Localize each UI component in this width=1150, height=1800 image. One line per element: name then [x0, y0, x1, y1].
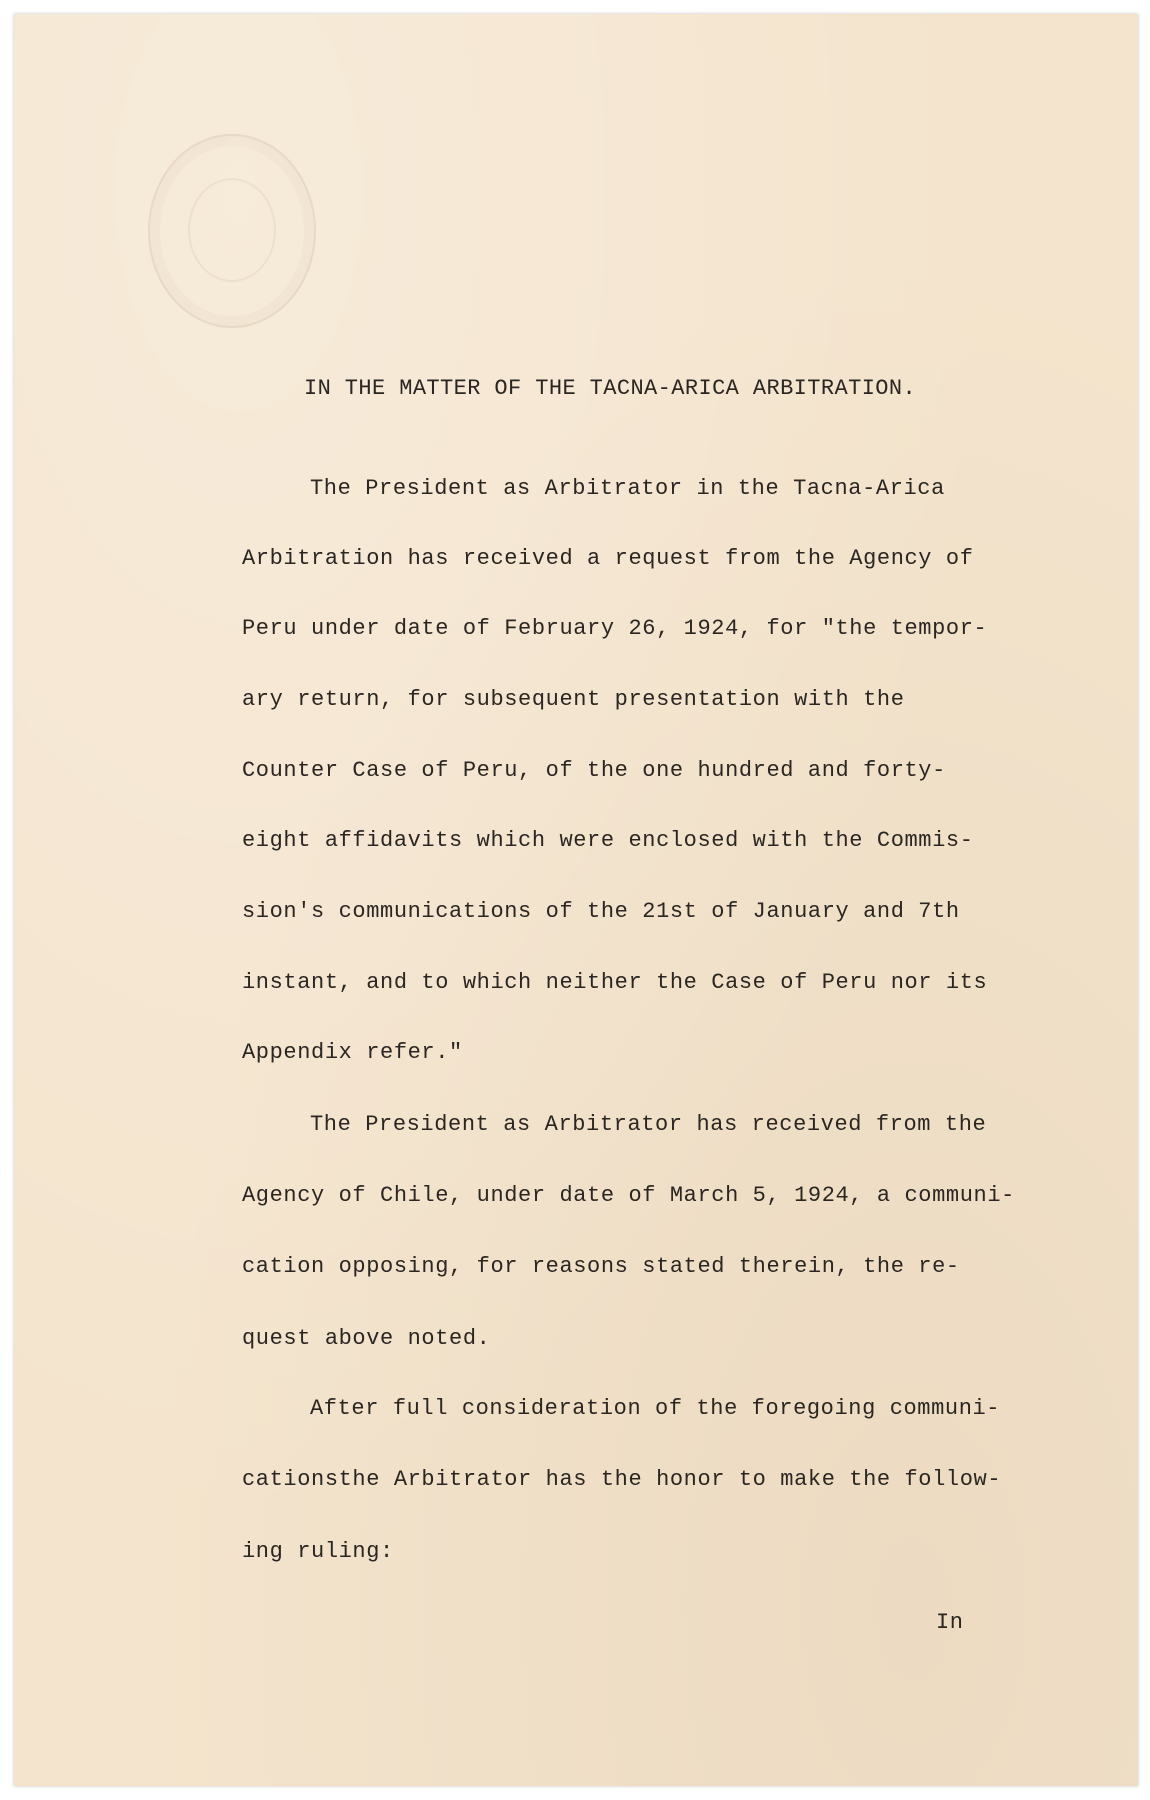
text-line-13: quest above noted. — [242, 1326, 491, 1351]
document-title: IN THE MATTER OF THE TACNA-ARICA ARBITRATION. — [304, 376, 917, 401]
text-line-9: Appendix refer." — [242, 1040, 463, 1065]
text-line-14: After full consideration of the foregoing communi- — [310, 1396, 1001, 1421]
text-line-11: Agency of Chile, under date of March 5, 1924, a communi- — [242, 1183, 1015, 1208]
text-line-1: The President as Arbitrator in the Tacna-Arica — [310, 476, 945, 501]
text-line-3: Peru under date of February 26, 1924, for "the tempor- — [242, 616, 988, 641]
text-line-4: ary return, for subsequent presentation with the — [242, 687, 905, 712]
text-line-5: Counter Case of Peru, of the one hundred and forty- — [242, 758, 946, 783]
text-line-2: Arbitration has received a request from the Agency of — [242, 546, 974, 571]
embossed-seal — [148, 134, 316, 328]
document-page — [14, 14, 1138, 1786]
text-line-10: The President as Arbitrator has received from the — [310, 1112, 987, 1137]
text-line-16: ing ruling: — [242, 1539, 394, 1564]
text-line-7: sion's communications of the 21st of January and 7th — [242, 899, 960, 924]
text-line-8: instant, and to which neither the Case of Peru nor its — [242, 970, 988, 995]
text-line-15: cationsthe Arbitrator has the honor to make the follow- — [242, 1467, 1002, 1492]
continuation-word: In — [936, 1610, 964, 1635]
text-line-12: cation opposing, for reasons stated therein, the re- — [242, 1254, 960, 1279]
text-line-6: eight affidavits which were enclosed with the Commis- — [242, 828, 974, 853]
